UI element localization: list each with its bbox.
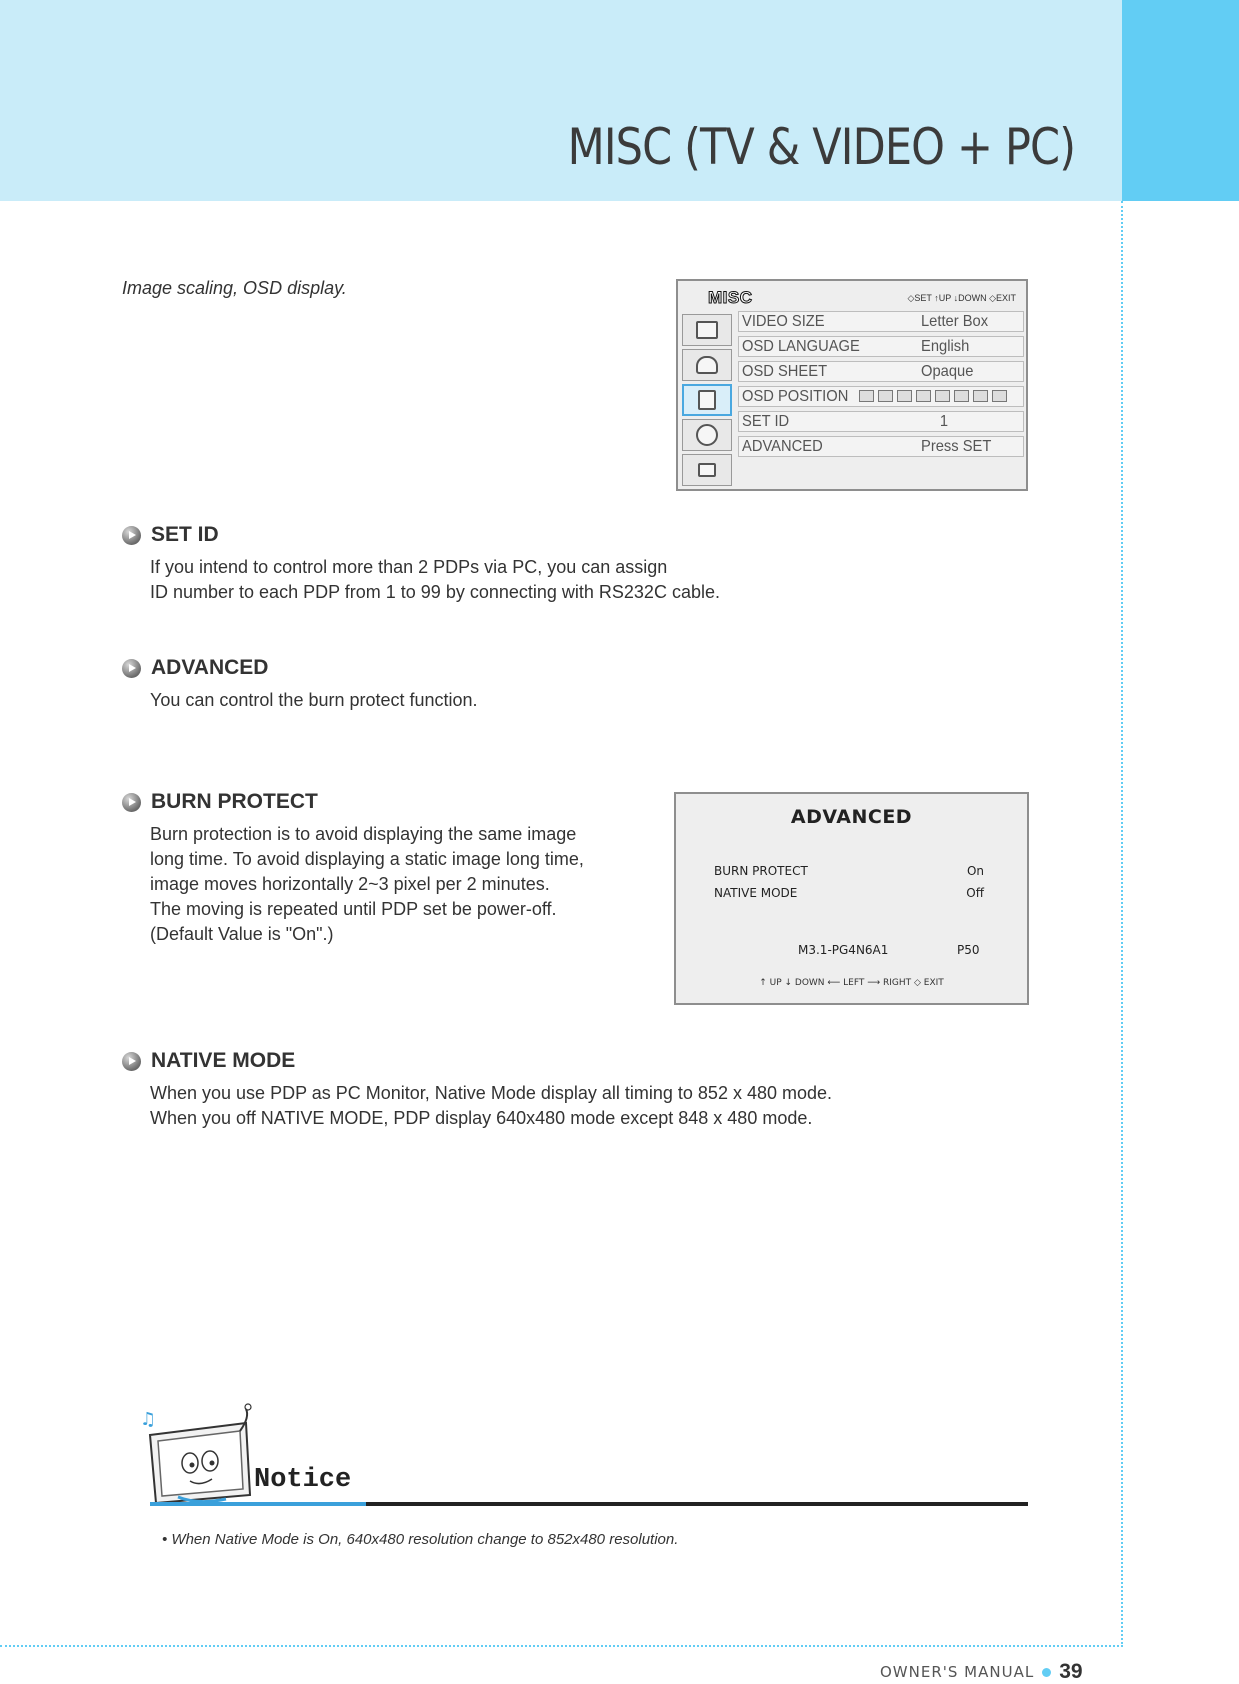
misc-menu-icon-column xyxy=(682,314,734,489)
svg-text:♫: ♫ xyxy=(140,1409,157,1430)
advanced-body xyxy=(150,688,478,713)
notice-rule-accent xyxy=(150,1502,366,1506)
burn-protect-heading xyxy=(122,790,318,814)
advanced-row-value: Off xyxy=(966,886,984,900)
body-line: Burn protection is to avoid displaying the same image xyxy=(150,824,577,844)
play-bullet-icon xyxy=(122,1052,141,1071)
notice-heading: Notice xyxy=(254,1465,352,1495)
misc-row-label: OSD LANGUAGE xyxy=(742,338,860,355)
position-option-icon xyxy=(897,390,912,402)
misc-row-label: VIDEO SIZE xyxy=(742,313,825,330)
page-border-bottom xyxy=(0,1645,1123,1647)
page-footer xyxy=(880,1660,1083,1684)
position-option-icon xyxy=(916,390,931,402)
firmware-version: M3.1-PG4N6A1 xyxy=(798,943,889,957)
play-bullet-icon xyxy=(122,793,141,812)
body-line: long time. To avoid displaying a static image long time, xyxy=(150,849,584,869)
play-bullet-icon xyxy=(122,526,141,545)
position-option-icon xyxy=(859,390,874,402)
footer-label: OWNER'S MANUAL xyxy=(880,1663,1035,1681)
misc-row-osd-sheet xyxy=(738,361,1024,382)
section-title: BURN PROTECT xyxy=(151,790,318,813)
misc-row-value: 1 xyxy=(939,413,949,430)
notice-text: • When Native Mode is On, 640x480 resolution change to 852x480 resolution. xyxy=(162,1531,679,1548)
misc-icon xyxy=(682,384,732,416)
misc-row-value: English xyxy=(921,338,970,355)
misc-menu-rows xyxy=(738,311,1024,461)
set-id-body xyxy=(150,555,720,605)
advanced-menu-nav-hint: ↑ UP ↓ DOWN ⟵ LEFT ⟶ RIGHT ◇ EXIT xyxy=(759,978,944,988)
misc-osd-menu xyxy=(676,279,1028,491)
body-line: If you intend to control more than 2 PDPs via PC, you can assign xyxy=(150,557,668,577)
misc-menu-nav-hint: ◇SET ↑UP ↓DOWN ◇EXIT xyxy=(907,293,1016,303)
misc-menu-title: MISC xyxy=(708,288,753,307)
body-line: When you use PDP as PC Monitor, Native Mode display all timing to 852 x 480 mode. xyxy=(150,1083,833,1103)
advanced-row-label: NATIVE MODE xyxy=(714,886,798,900)
timer-icon xyxy=(682,419,732,451)
misc-row-label: ADVANCED xyxy=(742,438,823,455)
intro-text: Image scaling, OSD display. xyxy=(122,278,347,298)
osd-position-options xyxy=(859,390,1007,402)
misc-row-value: Opaque xyxy=(921,363,974,380)
notice-rule xyxy=(366,1502,1028,1506)
body-line: ID number to each PDP from 1 to 99 by connecting with RS232C cable. xyxy=(150,582,720,602)
native-mode-heading xyxy=(122,1049,295,1073)
footer-dot-icon xyxy=(1042,1668,1051,1677)
advanced-row-value: On xyxy=(966,864,984,878)
tv-icon xyxy=(682,454,732,486)
misc-row-value: Press SET xyxy=(921,438,992,455)
audio-icon xyxy=(682,349,732,381)
native-mode-body xyxy=(150,1081,832,1131)
header-tab xyxy=(1122,0,1239,201)
body-line: The moving is repeated until PDP set be power-off. xyxy=(150,899,557,919)
body-line: You can control the burn protect function. xyxy=(150,690,478,710)
advanced-osd-menu xyxy=(674,792,1029,1005)
position-option-icon xyxy=(973,390,988,402)
position-option-icon xyxy=(878,390,893,402)
advanced-heading xyxy=(122,656,268,680)
advanced-row-native-mode xyxy=(714,886,984,900)
section-title: NATIVE MODE xyxy=(151,1049,296,1072)
misc-row-label: OSD SHEET xyxy=(742,363,828,380)
misc-row-osd-position xyxy=(738,386,1024,407)
page-title: MISC (TV & VIDEO + PC) xyxy=(567,118,1075,176)
section-title: SET ID xyxy=(151,523,219,546)
misc-row-label: OSD POSITION xyxy=(742,388,849,405)
body-line: image moves horizontally 2~3 pixel per 2 minutes. xyxy=(150,874,550,894)
advanced-menu-title: ADVANCED xyxy=(790,806,913,828)
misc-row-osd-language xyxy=(738,336,1024,357)
position-option-icon xyxy=(954,390,969,402)
play-bullet-icon xyxy=(122,659,141,678)
misc-row-advanced xyxy=(738,436,1024,457)
advanced-row-label: BURN PROTECT xyxy=(714,864,808,878)
body-line: (Default Value is "On".) xyxy=(150,924,334,944)
picture-icon xyxy=(682,314,732,346)
set-id-heading xyxy=(122,523,219,547)
misc-row-label: SET ID xyxy=(742,413,790,430)
section-title: ADVANCED xyxy=(151,656,269,679)
page-number: 39 xyxy=(1059,1660,1083,1683)
burn-protect-body xyxy=(150,822,584,947)
misc-row-set-id xyxy=(738,411,1024,432)
page-border-right xyxy=(1121,201,1123,1644)
body-line: When you off NATIVE MODE, PDP display 640x480 mode except 848 x 480 mode. xyxy=(150,1108,813,1128)
notice-tv-mascot-icon xyxy=(138,1401,266,1511)
position-option-icon xyxy=(992,390,1007,402)
model-name: P50 xyxy=(957,943,980,957)
position-option-icon xyxy=(935,390,950,402)
advanced-row-burn-protect xyxy=(714,864,984,878)
misc-row-value: Letter Box xyxy=(921,313,989,330)
misc-row-video-size xyxy=(738,311,1024,332)
